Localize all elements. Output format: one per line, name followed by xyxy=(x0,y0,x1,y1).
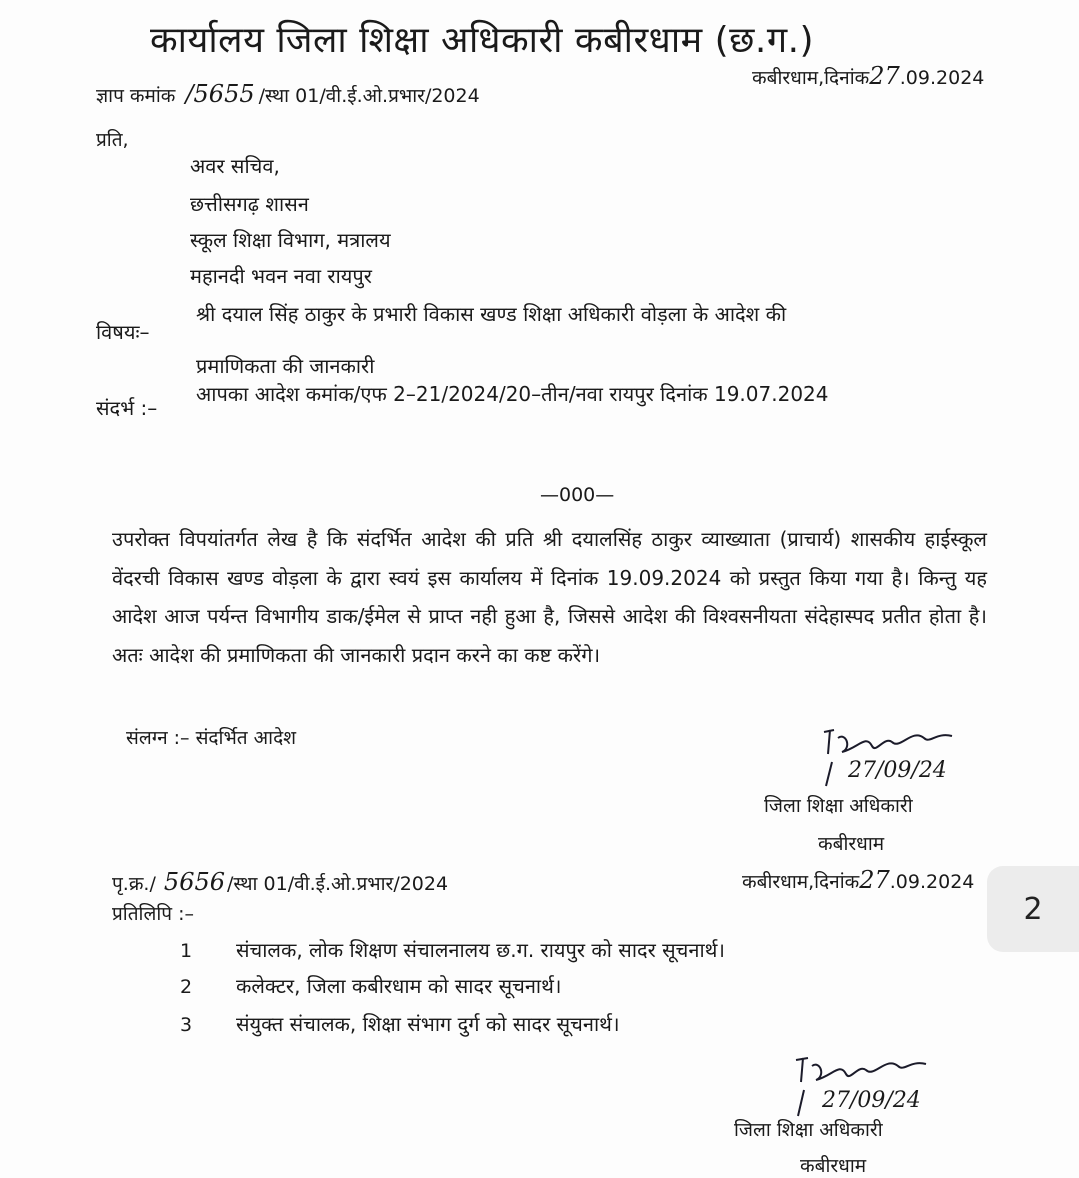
enclosure: संलग्न :– संदर्भित आदेश xyxy=(126,727,297,749)
to-label: प्रति, xyxy=(96,129,129,151)
copy-item-2-number: 2 xyxy=(180,976,193,998)
endorsement-prefix: पृ.क्र./ xyxy=(112,873,156,895)
place-date-prefix: कबीरधाम,दिनांक xyxy=(752,67,870,89)
signatory-title-1: जिला शिक्षा अधिकारी xyxy=(764,795,913,817)
endorsement-date-suffix: .09.2024 xyxy=(889,871,975,893)
date-handwritten: 27 xyxy=(869,62,900,90)
copy-label: प्रतिलिपि :– xyxy=(112,903,195,925)
subject-label: विषयः– xyxy=(96,320,150,344)
signatory-place-1: कबीरधाम xyxy=(818,833,885,855)
memo-number-handwritten: /5655 xyxy=(185,80,255,108)
subject-line-1: श्री दयाल सिंह ठाकुर के प्रभारी विकास खण्ड शिक्षा अधिकारी वोड़ला के आदेश की xyxy=(196,302,787,326)
signatory-place-2: कबीरधाम xyxy=(800,1155,867,1177)
page-number-badge: 2 xyxy=(987,866,1079,952)
memo-prefix: ज्ञाप कमांक xyxy=(96,85,176,107)
reference-text: आपका आदेश कमांक/एफ 2–21/2024/20–तीन/नवा रायपुर दिनांक 19.07.2024 xyxy=(196,382,829,406)
memo-suffix: /स्था 01/वी.ई.ओ.प्रभार/2024 xyxy=(258,85,480,107)
body-paragraph: उपरोक्त विपयांतर्गत लेख है कि संदर्भित आदेश की प्रति श्री दयालसिंह ठाकुर व्याख्याता (प्राचार्य) शासकीय हाईस्कूल वेंदरची विकास खण्ड वोड़ला के द्वारा स्वयं इस कार्यालय में दिनांक 19.09.2024 को प्रस्तुत किया गया है। किन्तु यह आदेश आज पर्यन्त विभागीय डाक/ईमेल से प्राप्त नही हुआ है, जिससे आदेश की विश्वसनीयता संदेहास्पद प्रतीत होता है। अतः आदेश की प्रमाणिकता की जानकारी प्रदान करने का कष्ट करेंगे। xyxy=(112,527,987,667)
endorsement-number-handwritten: 5656 xyxy=(163,868,225,896)
addressee-line-4: महानदी भवन नवा रायपुर xyxy=(190,264,372,288)
signatory-title-2: जिला शिक्षा अधिकारी xyxy=(734,1119,883,1141)
endorsement-ref-line xyxy=(112,868,448,896)
copy-item-2-text: कलेक्टर, जिला कबीरधाम को सादर सूचनार्थ। xyxy=(236,974,562,998)
subject-line-2: प्रमाणिकता की जानकारी xyxy=(196,354,375,378)
addressee-line-3: स्कूल शिक्षा विभाग, मत्रालय xyxy=(190,228,391,252)
endorsement-suffix: /स्था 01/वी.ई.ओ.प्रभार/2024 xyxy=(227,873,449,895)
endorsement-place-date xyxy=(742,866,974,894)
letter-place-date xyxy=(752,62,984,90)
addressee-line-2: छत्तीसगढ़ शासन xyxy=(190,192,309,216)
signature-date-1: 27/09/24 xyxy=(848,758,947,783)
copy-item-1-number: 1 xyxy=(180,940,193,962)
memo-line xyxy=(96,80,480,108)
office-heading: कार्यालय जिला शिक्षा अधिकारी कबीरधाम (छ.ग.) xyxy=(150,20,815,61)
endorsement-date-handwritten: 27 xyxy=(859,866,890,894)
copy-item-3-text: संयुक्त संचालक, शिक्षा संभाग दुर्ग को सादर सूचनार्थ। xyxy=(236,1012,620,1036)
signature-date-2: 27/09/24 xyxy=(822,1088,921,1113)
date-suffix: .09.2024 xyxy=(899,67,985,89)
separator: —000— xyxy=(540,484,615,506)
copy-item-3-number: 3 xyxy=(180,1014,193,1036)
copy-item-1-text: संचालक, लोक शिक्षण संचालनालय छ.ग. रायपुर को सादर सूचनार्थ। xyxy=(236,938,726,962)
reference-label: संदर्भ :– xyxy=(96,396,158,420)
addressee-line-1: अवर सचिव, xyxy=(190,154,280,178)
endorsement-place-date-prefix: कबीरधाम,दिनांक xyxy=(742,871,860,893)
